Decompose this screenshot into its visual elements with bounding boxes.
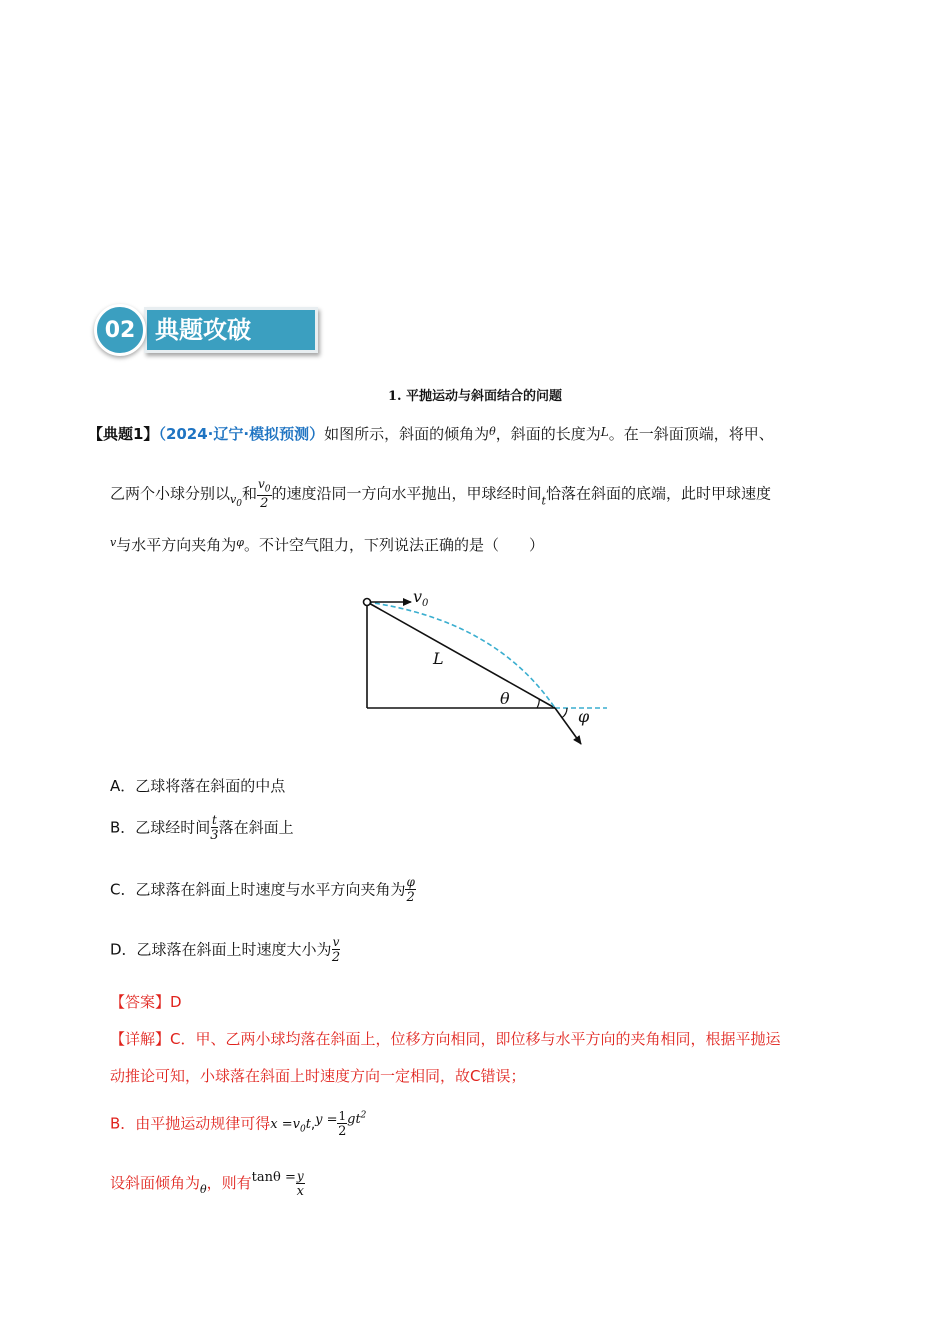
section-banner — [94, 300, 316, 358]
fraction-v-over-2: $\frac{v}{2}$ — [331, 935, 341, 965]
symbol-t: t — [541, 494, 546, 508]
option-b[interactable] — [110, 814, 294, 842]
option-a-text: A．乙球将落在斜面的中点 — [110, 777, 286, 795]
equation-separator: , — [310, 1117, 316, 1133]
section-title: 典题攻破 — [144, 307, 318, 353]
question-text: 与水平方向夹角为 — [116, 536, 237, 554]
question-text: ，斜面的长度为 — [495, 425, 601, 443]
question-line-3 — [110, 533, 544, 555]
incline-slope — [367, 602, 555, 708]
detail-tan-text: 设斜面倾角为 — [110, 1174, 201, 1192]
question-text: 恰落在斜面的底端，此时甲球速度 — [545, 484, 771, 503]
symbol-phi: φ — [236, 536, 244, 549]
detail-tan-line — [110, 1168, 305, 1200]
section-number-badge: 02 — [94, 304, 146, 356]
option-d-text: D．乙球落在斜面上时速度大小为 — [110, 940, 332, 959]
symbol-L: L — [600, 425, 609, 439]
equation-y-lhs: y = — [315, 1112, 338, 1128]
symbol-v: v — [110, 536, 117, 549]
option-a[interactable] — [110, 776, 285, 796]
label-theta: θ — [500, 689, 510, 708]
detail-b-text: B．由平抛运动规律可得 — [110, 1114, 271, 1133]
theta-arc — [537, 699, 539, 708]
answer-line: 【答案】D — [110, 993, 182, 1011]
equation-gt2: $gt^2$ — [347, 1111, 367, 1128]
fraction-y-over-x: $\frac{y}{x}$ — [296, 1168, 304, 1199]
option-d[interactable] — [110, 936, 340, 964]
detail-tan-mid: ，则有 — [206, 1174, 252, 1192]
label-L: L — [433, 649, 444, 668]
label-phi: φ — [578, 707, 590, 726]
phi-arc — [562, 708, 567, 718]
question-text: 的速度沿同一方向水平抛出，甲球经时间 — [271, 484, 542, 503]
question-text: 。不计空气阻力，下列说法正确的是（ ） — [243, 536, 544, 554]
ball — [364, 599, 371, 606]
fraction-phi-over-2: $\frac{\varphi}{2}$ — [406, 875, 415, 905]
option-c[interactable] — [110, 876, 416, 904]
question-text: 如图所示，斜面的倾角为 — [324, 425, 490, 443]
question-source: （2024·辽宁·模拟预测） — [158, 425, 325, 443]
incline-figure — [355, 580, 620, 750]
fraction-v0-over-2: $\frac{v_0}{2}$ — [257, 477, 271, 512]
section-heading: 1. 平抛运动与斜面结合的问题 — [387, 389, 563, 404]
symbol-theta: θ — [200, 1183, 207, 1196]
symbol-theta: θ — [489, 425, 496, 438]
question-line-2 — [110, 478, 771, 514]
question-text: 。在一斜面顶端，将甲、 — [608, 425, 774, 443]
detail-b-line — [110, 1106, 366, 1140]
option-c-text: C．乙球落在斜面上时速度与水平方向夹角为 — [110, 880, 406, 899]
option-b-text: B．乙球经时间 — [110, 818, 211, 837]
option-b-tail: 落在斜面上 — [218, 818, 294, 837]
fraction-t-over-3: $\frac{t}{3}$ — [210, 813, 219, 843]
question-text: 乙两个小球分别以 — [110, 484, 231, 503]
question-tag: 【典题1】 — [88, 425, 159, 443]
equation-tan-lhs: tanθ = — [251, 1170, 296, 1185]
symbol-v0: v0 — [230, 492, 242, 509]
detail-line-2: 动推论可知，小球落在斜面上时速度方向一定相同，故C错误； — [110, 1067, 526, 1085]
label-v0: $v_0$ — [413, 587, 429, 609]
fraction-one-half: $\frac{1}{2}$ — [338, 1108, 347, 1139]
detail-line-1: 【详解】C．甲、乙两小球均落在斜面上，位移方向相同，即位移与水平方向的夹角相同，根据平抛运 — [110, 1030, 781, 1048]
equation-x: $x =v_0t$ — [270, 1117, 311, 1135]
question-text: 和 — [241, 484, 257, 503]
question-line-1 — [88, 422, 774, 444]
